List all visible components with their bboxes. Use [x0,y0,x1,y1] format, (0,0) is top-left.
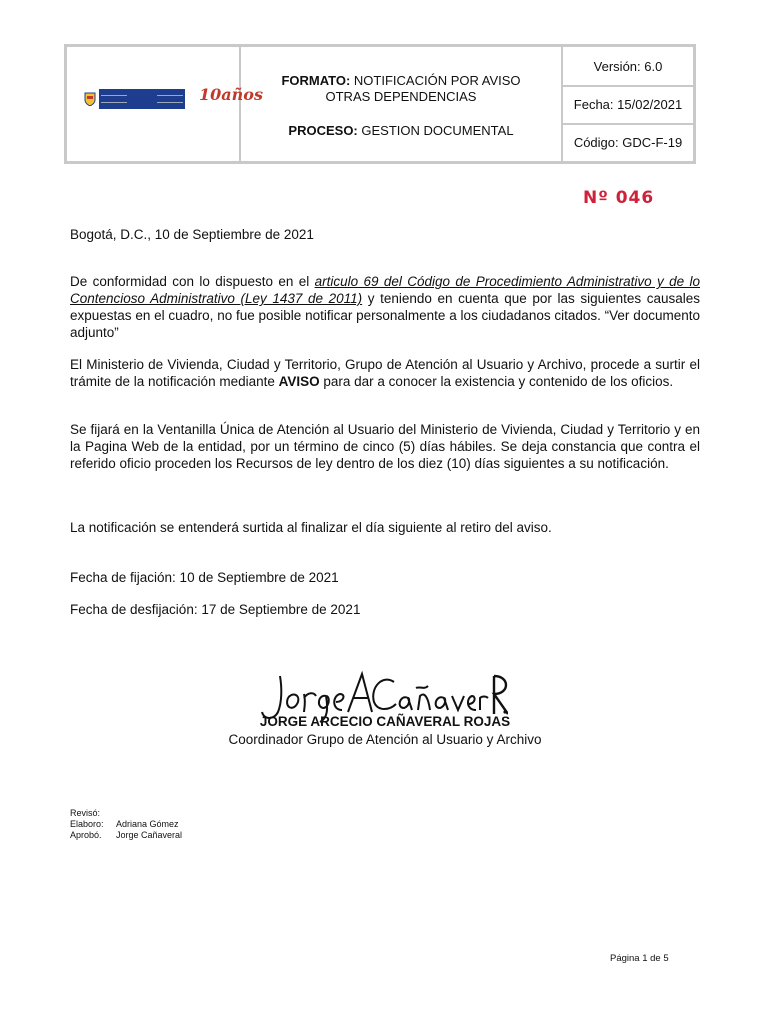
paragraph-1-intro: De conformidad con lo dispuesto en el [70,274,315,289]
format-value-line1: NOTIFICACIÓN POR AVISO [353,73,521,88]
paragraph-2 [70,356,700,390]
aviso-keyword: AVISO [278,374,320,389]
prepared-by: Adriana Gómez [116,819,179,829]
approved-label: Aprobó. [70,830,102,840]
header-table [64,44,696,164]
format-title [241,73,561,105]
ministry-logo [81,89,185,109]
version-text: Versión: 6.0 [563,47,693,87]
prepared-label: Elaboro: [70,819,104,829]
header-logo-cell [67,47,263,161]
removal-date: Fecha de desfijación: 17 de Septiembre de 2021 [70,602,361,617]
paragraph-4: La notificación se entenderá surtida al finalizar el día siguiente al retiro del aviso. [70,520,552,535]
page-number: Página 1 de 5 [610,953,669,964]
approved-by: Jorge Cañaveral [116,830,183,840]
header-title-cell [241,47,563,161]
signer-role: Coordinador Grupo de Atención al Usuario y Archivo [228,732,542,747]
paragraph-2-intro: El Ministerio de Vivienda, Ciudad y Territorio, Grupo de Atención al Usuario y Archivo, procede a surtir el trámite de la notificación mediante [70,357,700,389]
format-label: FORMATO: [281,73,351,88]
legal-reference: articulo 69 del Código de Procedimiento Administrativo y de lo Contencioso Administrativo (Ley 1437 de 2011) [70,274,701,306]
notice-number: Nº 046 [583,188,655,208]
code-text: Código: GDC-F-19 [573,134,683,150]
review-block [70,808,182,841]
reviewed-label: Revisó: [70,808,101,818]
paragraph-3: Se fijará en la Ventanilla Única de Atención al Usuario del Ministerio de Vivienda, Ciudad y Territorio y en la Pagina Web de la entidad, por un término de cinco (5) días hábiles. Se deja constancia que contra el referido oficio proceden los Recursos de ley dentro de los diez (10) días siguientes a su notificación. [70,422,700,471]
process-label: PROCESO: [288,123,358,138]
coat-of-arms-icon [81,89,99,109]
format-value-line2: OTRAS DEPENDENCIAS [325,89,477,104]
ministry-logo-band [99,89,185,109]
process-value: GESTION DOCUMENTAL [361,123,514,138]
paragraph-2-rest: para dar a conocer la existencia y contenido de los oficios. [319,374,674,389]
process-title [241,123,561,138]
city-date: Bogotá, D.C., 10 de Septiembre de 2021 [70,227,314,242]
paragraph-1 [70,273,700,341]
signer-name: JORGE ARCECIO CAÑAVERAL ROJAS [259,714,511,729]
date-text: Fecha: 15/02/2021 [563,85,693,125]
anniversary-logo: 10años [199,85,263,104]
posting-date: Fecha de fijación: 10 de Septiembre de 2021 [70,570,339,585]
header-meta-cell [563,47,693,161]
paragraph-1-rest: y teniendo en cuenta que por las siguientes causales expuestas en el cuadro, no fue posible notificar personalmente a los ciudadanos citados. “Ver documento adjunto” [70,291,700,340]
